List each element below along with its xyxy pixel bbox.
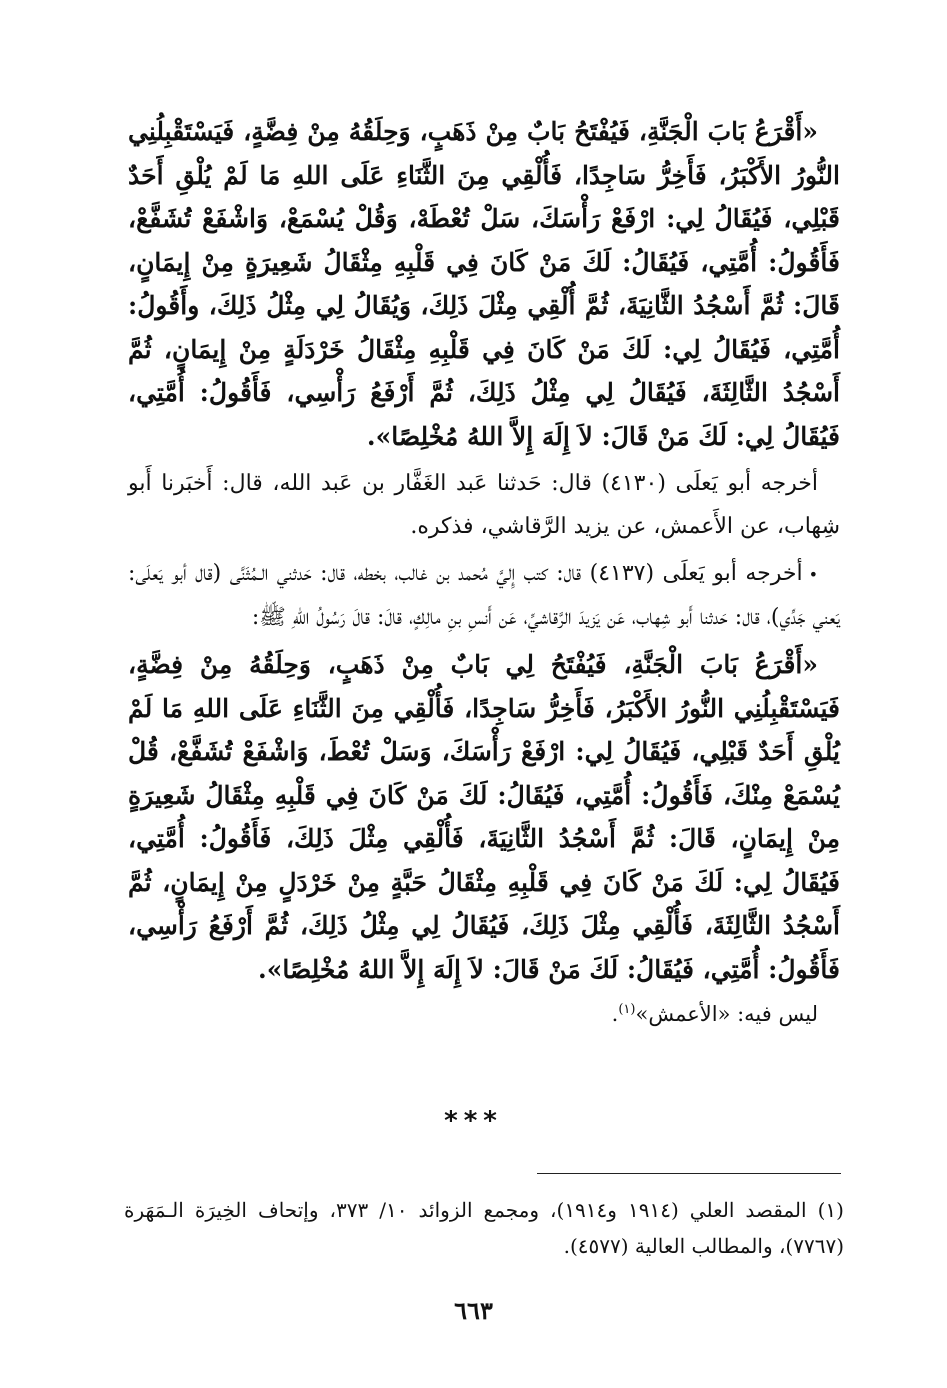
bullet-icon: • — [808, 565, 819, 584]
note-line: ليس فيه: «الأعمش»$^{(١)}$. — [611, 1002, 818, 1026]
main-text-block — [128, 110, 840, 1035]
isnad-text-1: أخرجه أبو يَعلَى (٤١٣٠) قال: حَدثنا عَبد الغَفَّار بن عَبد الله، قال: أَخبَرنا أَبو شِهاب، عن الأَعمش، عن يزيد الرَّقاشي، فذكره. — [128, 471, 840, 539]
hadith-text-1: «أَقْرَعُ بَابَ الْجَنَّةِ، فَيُفْتَحُ بَابٌ مِنْ ذَهَبٍ، وَحِلَقُهُ مِنْ فِضَّةٍ، فَيَسْتَقْبِلُنِي النُّورُ الأَكْبَرُ، فَأَخِرُّ سَاجِدًا، فَأُلْقِي مِنَ الثَّنَاءِ عَلَى اللهِ مَا لَمْ يُلْقِ أَحَدٌ قَبْلِي، فَيُقَالُ لِي: ارْفَعْ رَأْسَكَ، سَلْ تُعْطَهْ، وَقُلْ يُسْمَعْ، وَاشْفَعْ تُشَفَّعْ، فَأَقُولُ: أُمَّتِي، فَيُقَالُ: لَكَ مَنْ كَانَ فِي قَلْبِهِ مِثْقَالُ شَعِيرَةٍ مِنْ إِيمَانٍ، قَالَ: ثُمَّ أَسْجُدُ الثَّانِيَةَ، ثُمَّ أُلْقِي مِثْلَ ذَلِكَ، وَيُقَالُ لِي مِثْلُ ذَلِكَ، وأَقُولُ: أُمَّتِي، فَيُقَالُ لِي: لَكَ مَنْ كَانَ فِي قَلْبِهِ مِثْقَالُ خَرْدَلَةٍ مِنْ إِيمَانٍ، ثُمَّ أَسْجُدُ الثَّالِثَةَ، فَيُقَالُ لِي مِثْلُ ذَلِكَ، ثُمَّ أَرْفَعُ رَأْسِي، فَأَقُولُ: أُمَّتِي، فَيُقَالُ لِي: لَكَ مَنْ قَالَ: لاَ إِلَهَ إِلاَّ اللهُ مُخْلِصًا». — [128, 117, 840, 451]
footnote-rule — [537, 1173, 841, 1174]
isnad-text-2 — [128, 552, 840, 639]
isnad-text-2-body: أخرجه أبو يَعلَى (٤١٣٧) قال: كتب إِليَّ مُحمد بن غالب، بخطه، قال: حَدثني الـمُثَنَّى (قال أبو يَعلَى: يَعني جَدِّي)، قال: حَدثنا أَبو شِهاب، عَن يَزيدَ الرَّقاشيِّ، عَن أَنسِ بنِ مالِكٍ، قالَ: قالَ رَسُولُ اللهِ ﷺ: — [128, 561, 840, 630]
hadith-text-2: «أَقْرَعُ بَابَ الْجَنَّةِ، فَيُفْتَحُ لِي بَابٌ مِنْ ذَهَبٍ، وَحِلَقُهُ مِنْ فِضَّةٍ، فَيَسْتَقْبِلُنِي النُّورُ الأَكْبَرُ، فَأَخِرُّ سَاجِدًا، فَأُلْقِي مِنَ الثَّنَاءِ عَلَى اللهِ مَا لَمْ يُلْقِ أَحَدٌ قَبْلِي، فَيُقَالُ لِي: ارْفَعْ رَأْسَكَ، وَسَلْ تُعْطَ، وَاشْفَعْ تُشَفَّعْ، قُلْ يُسْمَعْ مِنْكَ، فَأَقُولُ: أُمَّتِي، فَيُقَالُ: لَكَ مَنْ كَانَ فِي قَلْبِهِ مِثْقَالُ شَعِيرَةٍ مِنْ إِيمَانٍ، قَالَ: ثُمَّ أَسْجُدُ الثَّانِيَةَ، فَأُلْقِي مِثْلَ ذَلِكَ، فَأَقُولُ: أُمَّتِي، فَيُقَالُ لِي: لَكَ مَنْ كَانَ فِي قَلْبِهِ مِثْقَالُ حَبَّةٍ مِنْ خَرْدَلٍ مِنْ إِيمَانٍ، ثُمَّ أَسْجُدُ الثَّالِثَةَ، فَأُلْقِي مِثْلَ ذَلِكَ، فَيُقَالُ لِي مِثْلُ ذَلِكَ، ثُمَّ أَرْفَعُ رَأْسِي، فَأَقُولُ: أُمَّتِي، فَيُقَالُ: لَكَ مَنْ قَالَ: لاَ إِلَهَ إِلاَّ اللهُ مُخْلِصًا». — [128, 650, 840, 984]
note-text: ليس فيه: «الأعمش» — [635, 1002, 818, 1026]
footnote-reference[interactable]: (١) — [618, 1002, 636, 1017]
section-separator: *** — [444, 1106, 503, 1136]
footnote-text: (١) المقصد العلي (١٩١٤ و١٩١٤)، ومجمع الزوائد ١٠/ ٣٧٣، وإتحاف الخِيرَة الـمَهَرة (٧٧٦٧)، والمطالب العالية (٤٥٧٧). — [124, 1198, 844, 1258]
page-number: ٦٦٣ — [454, 1296, 493, 1325]
